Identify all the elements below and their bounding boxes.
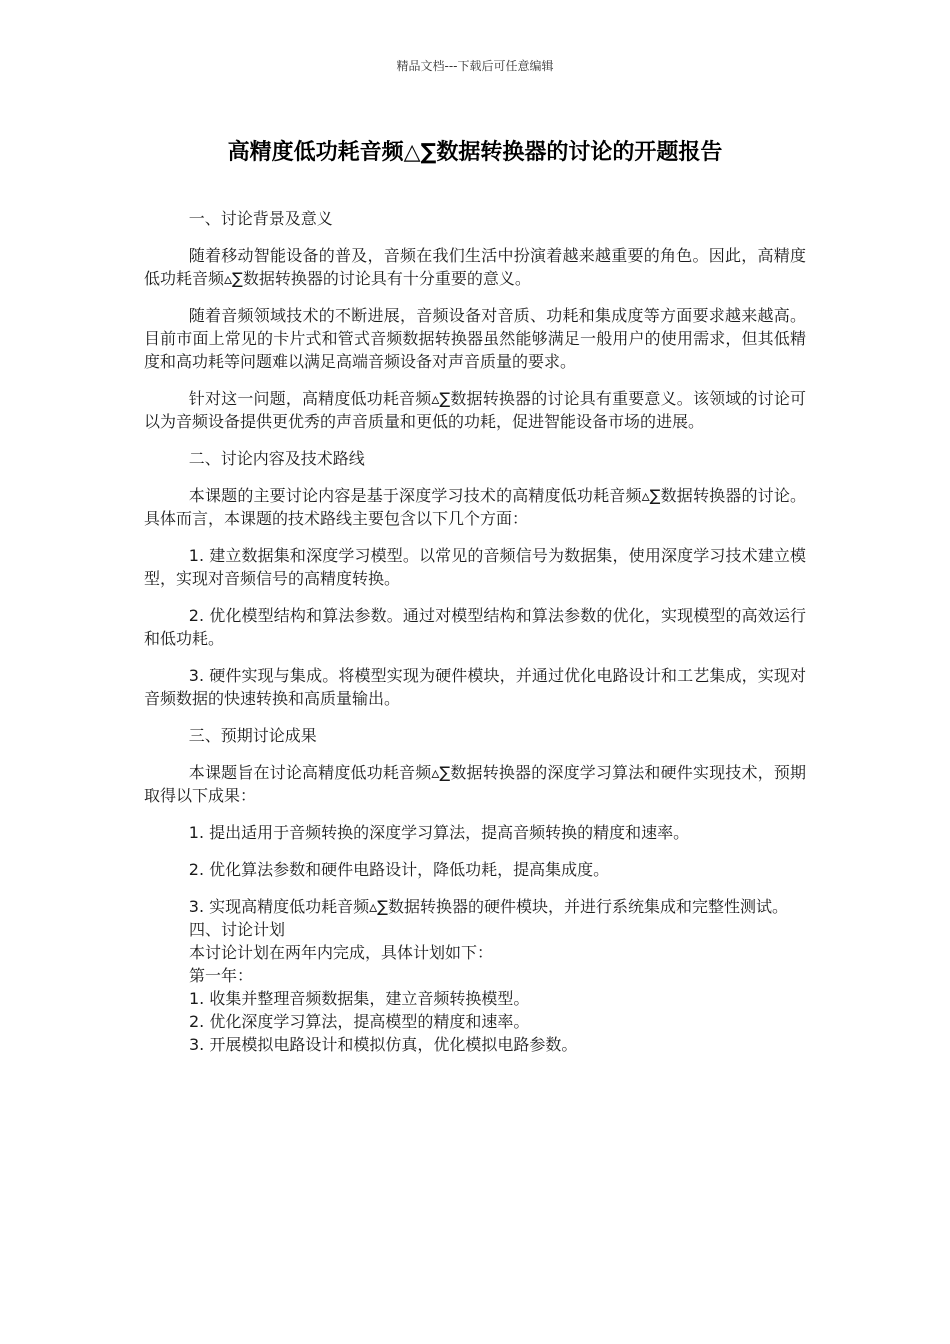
section-2-item-2: 2. 优化模型结构和算法参数。通过对模型结构和算法参数的优化，实现模型的高效运行和低功耗。: [144, 606, 806, 648]
section-2-heading: 二、讨论内容及技术路线: [188, 449, 365, 468]
section-4-year-1-label: 第一年：: [189, 966, 254, 985]
section-4-heading: 四、讨论计划: [189, 920, 286, 939]
section-3-item-1: 1. 提出适用于音频转换的深度学习算法，提高音频转换的精度和速率。: [188, 823, 690, 842]
section-4-item-2: 2. 优化深度学习算法，提高模型的精度和速率。: [189, 1012, 530, 1031]
section-1-heading: 一、讨论背景及意义: [188, 209, 333, 228]
section-3-item-3: 3. 实现高精度低功耗音频▵∑数据转换器的硬件模块，并进行系统集成和完整性测试。: [188, 897, 788, 916]
section-1-paragraph-2: 随着音频领域技术的不断进展，音频设备对音质、功耗和集成度等方面要求越来越高。目前市面上常见的卡片式和管式音频数据转换器虽然能够满足一般用户的使用需求，但其低精度和高功耗等问题难以满足高端音频设备对声音质量的要求。: [144, 306, 806, 371]
section-4-item-1: 1. 收集并整理音频数据集，建立音频转换模型。: [189, 989, 530, 1008]
section-2-paragraph-1: 本课题的主要讨论内容是基于深度学习技术的高精度低功耗音频▵∑数据转换器的讨论。具体而言，本课题的技术路线主要包含以下几个方面：: [144, 486, 806, 528]
page-header: 精品文档---下载后可任意编辑: [396, 59, 554, 73]
document-body: [144, 207, 806, 1056]
section-4-item-3: 3. 开展模拟电路设计和模拟仿真，优化模拟电路参数。: [189, 1035, 578, 1054]
section-1-paragraph-3: 针对这一问题，高精度低功耗音频▵∑数据转换器的讨论具有重要意义。该领域的讨论可以为音频设备提供更优秀的声音质量和更低的功耗，促进智能设备市场的进展。: [144, 389, 806, 431]
document-title: 高精度低功耗音频△∑数据转换器的讨论的开题报告: [227, 140, 723, 165]
section-3-paragraph-1: 本课题旨在讨论高精度低功耗音频▵∑数据转换器的深度学习算法和硬件实现技术，预期取得以下成果：: [144, 763, 806, 805]
section-4-paragraph-1: 本讨论计划在两年内完成，具体计划如下：: [189, 943, 494, 962]
section-3-item-2: 2. 优化算法参数和硬件电路设计，降低功耗，提高集成度。: [188, 860, 610, 879]
section-2-item-1: 1. 建立数据集和深度学习模型。以常见的音频信号为数据集，使用深度学习技术建立模型，实现对音频信号的高精度转换。: [144, 546, 806, 588]
section-3-heading: 三、预期讨论成果: [188, 726, 317, 745]
section-1-paragraph-1: 随着移动智能设备的普及，音频在我们生活中扮演着越来越重要的角色。因此，高精度低功耗音频▵∑数据转换器的讨论具有十分重要的意义。: [144, 246, 806, 288]
section-2-item-3: 3. 硬件实现与集成。将模型实现为硬件模块，并通过优化电路设计和工艺集成，实现对音频数据的快速转换和高质量输出。: [144, 666, 806, 708]
